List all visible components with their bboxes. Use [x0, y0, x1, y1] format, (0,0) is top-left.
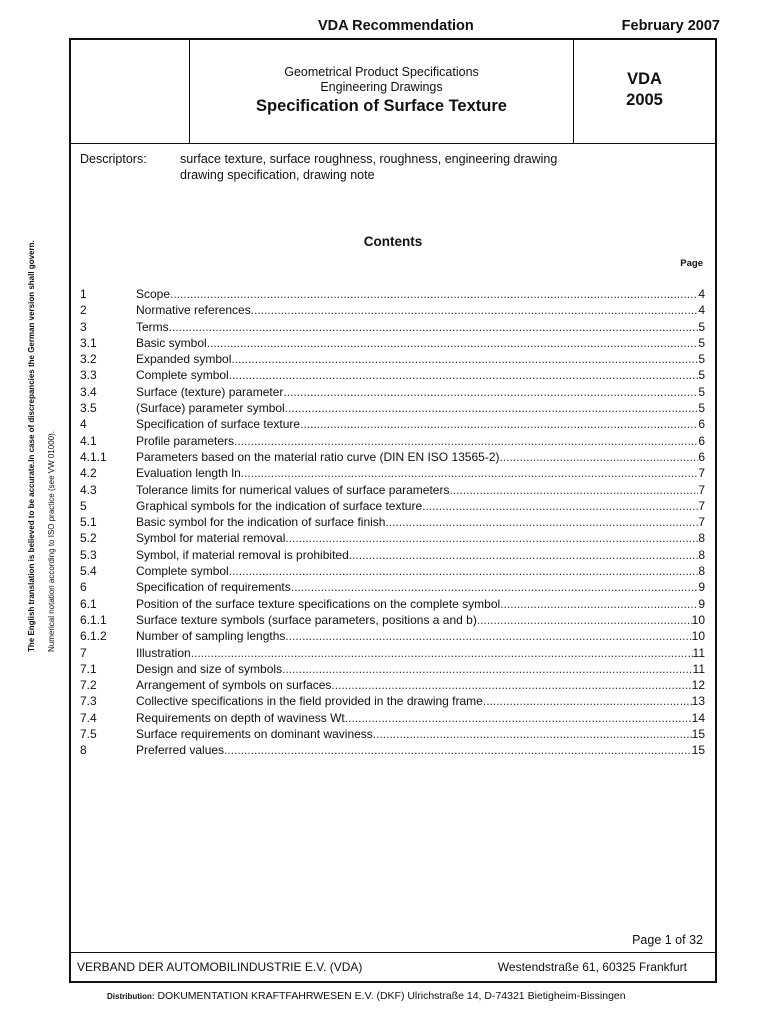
footer-divider — [71, 952, 715, 953]
toc-entry — [80, 646, 705, 662]
toc-entry-page: 8 — [698, 547, 705, 562]
toc-entry — [80, 434, 705, 450]
toc-entry-number: 7.4 — [80, 710, 97, 725]
toc-entry-leader — [241, 466, 699, 480]
toc-entry — [80, 352, 705, 368]
toc-entry — [80, 564, 705, 580]
footer-address: Westendstraße 61, 60325 Frankfurt — [497, 960, 687, 974]
toc-entry-page: 7 — [698, 482, 705, 497]
table-of-contents — [80, 287, 705, 760]
toc-entry — [80, 320, 705, 336]
standard-org: VDA — [627, 70, 662, 88]
toc-entry — [80, 287, 705, 303]
toc-entry-leader — [207, 336, 699, 350]
toc-entry-leader — [224, 743, 692, 757]
toc-entry-number: 4.2 — [80, 466, 97, 481]
toc-entry-number: 7.5 — [80, 727, 97, 742]
toc-entry-title: Profile parameters — [136, 433, 235, 448]
toc-entry-page: 7 — [698, 498, 705, 513]
toc-entry-number: 5.2 — [80, 531, 97, 546]
toc-entry-title: Surface texture symbols (surface parameters, positions a and b) — [136, 612, 477, 627]
toc-entry — [80, 499, 705, 515]
toc-entry-number: 3.5 — [80, 401, 97, 416]
toc-entry-title: Graphical symbols for the indication of surface texture — [136, 498, 423, 513]
toc-entry-page: 5 — [698, 319, 705, 334]
distribution-line — [107, 990, 626, 1002]
toc-entry-leader — [373, 727, 692, 741]
notation-note: Numerical notation according to ISO practice (see VW 01000). — [47, 431, 56, 652]
document-header — [0, 18, 768, 38]
toc-entry-page: 11 — [692, 661, 705, 676]
toc-entry-title: Complete symbol — [136, 564, 229, 579]
toc-entry-title: Surface requirements on dominant waviness — [136, 727, 373, 742]
toc-entry-title: Basic symbol for the indication of surface finish — [136, 515, 386, 530]
toc-entry-leader — [483, 694, 692, 708]
toc-entry — [80, 368, 705, 384]
descriptors-line-1: surface texture, surface roughness, roughness, engineering drawing — [180, 152, 558, 166]
toc-entry — [80, 515, 705, 531]
toc-entry-page: 5 — [698, 401, 705, 416]
toc-entry-page: 9 — [698, 596, 705, 611]
toc-entry-title: (Surface) parameter symbol — [136, 401, 285, 416]
toc-entry-number: 5.4 — [80, 564, 97, 579]
toc-entry — [80, 597, 705, 613]
toc-entry — [80, 743, 705, 759]
toc-entry-title: Illustration — [136, 645, 191, 660]
toc-entry-number: 7 — [80, 645, 87, 660]
toc-entry-leader — [229, 368, 699, 382]
toc-entry-title: Symbol, if material removal is prohibited — [136, 547, 349, 562]
descriptors-line-2: drawing specification, drawing note — [180, 168, 375, 182]
toc-entry-leader — [331, 678, 691, 692]
toc-entry-number: 6.1.1 — [80, 612, 107, 627]
toc-entry-number: 4.1.1 — [80, 449, 107, 464]
toc-entry-leader — [231, 352, 698, 366]
toc-entry-page: 12 — [691, 678, 705, 693]
document-frame — [69, 38, 717, 983]
toc-entry-leader — [234, 434, 698, 448]
toc-entry-page: 15 — [691, 727, 705, 742]
toc-entry-leader — [345, 711, 692, 725]
toc-entry-title: Parameters based on the material ratio curve (DIN EN ISO 13565-2) — [136, 449, 500, 464]
toc-entry-leader — [500, 450, 699, 464]
toc-entry-number: 4.3 — [80, 482, 97, 497]
toc-entry-number: 1 — [80, 287, 87, 301]
toc-entry-leader — [282, 662, 692, 676]
toc-entry-page: 9 — [698, 580, 705, 595]
title-cell — [190, 40, 574, 143]
toc-entry-page: 6 — [698, 433, 705, 448]
toc-entry-title: Surface (texture) parameter — [136, 384, 284, 399]
toc-entry-leader — [169, 320, 699, 334]
toc-entry-page: 13 — [691, 694, 705, 709]
contents-heading: Contents — [363, 234, 423, 249]
toc-entry-number: 3.4 — [80, 384, 97, 399]
toc-entry-page: 15 — [691, 743, 705, 758]
toc-entry-leader — [477, 613, 692, 627]
toc-entry-leader — [449, 483, 698, 497]
toc-entry-number: 4 — [80, 417, 87, 432]
toc-entry-leader — [170, 287, 698, 301]
toc-entry-number: 3 — [80, 319, 87, 334]
footer-organization: VERBAND DER AUTOMOBILINDUSTRIE E.V. (VDA) — [77, 960, 363, 974]
toc-entry-page: 14 — [691, 710, 705, 725]
descriptors-text — [180, 151, 690, 183]
toc-entry — [80, 466, 705, 482]
toc-entry — [80, 548, 705, 564]
toc-entry-page: 5 — [698, 335, 705, 350]
toc-entry — [80, 613, 705, 629]
toc-entry-leader — [229, 564, 699, 578]
toc-entry-title: Scope — [136, 287, 171, 301]
toc-entry — [80, 531, 705, 547]
toc-entry-page: 5 — [698, 352, 705, 367]
distribution-label: Distribution: — [107, 992, 155, 1001]
toc-entry-title: Position of the surface texture specifications on the complete symbol — [136, 596, 501, 611]
toc-entry-leader — [500, 597, 698, 611]
toc-entry — [80, 694, 705, 710]
toc-entry-page: 4 — [698, 303, 705, 318]
toc-entry-leader — [300, 417, 698, 431]
toc-entry-title: Terms — [136, 319, 169, 334]
toc-entry-title: Arrangement of symbols on surfaces — [136, 678, 332, 693]
toc-entry-page: 4 — [698, 287, 705, 301]
toc-entry-number: 3.3 — [80, 368, 97, 383]
document-type: VDA Recommendation — [318, 18, 474, 34]
toc-entry-page: 6 — [698, 417, 705, 432]
toc-entry-title: Number of sampling lengths — [136, 629, 286, 644]
toc-entry — [80, 303, 705, 319]
toc-entry-number: 3.2 — [80, 352, 97, 367]
distribution-text: DOKUMENTATION KRAFTFAHRWESEN E.V. (DKF) Ulrichstraße 14, D-74321 Bietigheim-Bissingen — [157, 990, 626, 1002]
toc-entry-title: Collective specifications in the field provided in the drawing frame — [136, 694, 483, 709]
toc-entry-number: 2 — [80, 303, 87, 318]
toc-entry-number: 4.1 — [80, 433, 97, 448]
toc-entry-title: Expanded symbol — [136, 352, 232, 367]
toc-entry-number: 5.3 — [80, 547, 97, 562]
standard-number: 2005 — [626, 91, 663, 109]
toc-entry — [80, 711, 705, 727]
toc-entry-leader — [349, 548, 699, 562]
toc-entry — [80, 629, 705, 645]
toc-entry-page: 8 — [698, 564, 705, 579]
toc-entry — [80, 417, 705, 433]
toc-entry — [80, 678, 705, 694]
toc-entry-page: 10 — [691, 612, 705, 627]
toc-entry — [80, 336, 705, 352]
translation-note: The English translation is believed to be accurate.In case of discrepancies the German version shall govern. — [27, 240, 36, 652]
toc-entry-leader — [291, 580, 699, 594]
toc-entry-leader — [422, 499, 698, 513]
toc-entry-number: 7.3 — [80, 694, 97, 709]
toc-entry-leader — [283, 385, 698, 399]
side-note — [22, 240, 62, 652]
toc-entry-title: Tolerance limits for numerical values of surface parameters — [136, 482, 450, 497]
toc-entry-leader — [285, 401, 699, 415]
page-number: Page 1 of 32 — [632, 933, 703, 947]
toc-entry-title: Basic symbol — [136, 335, 207, 350]
toc-entry-number: 5.1 — [80, 515, 97, 530]
toc-entry-title: Specification of surface texture — [136, 417, 301, 432]
toc-entry-number: 6.1.2 — [80, 629, 107, 644]
toc-entry — [80, 401, 705, 417]
title-block — [71, 40, 715, 144]
toc-entry-leader — [285, 531, 698, 545]
toc-entry-leader — [191, 646, 693, 660]
toc-entry-page: 6 — [698, 449, 705, 464]
toc-entry-number: 3.1 — [80, 335, 97, 350]
toc-entry-title: Symbol for material removal — [136, 531, 286, 546]
toc-entry — [80, 580, 705, 596]
toc-entry-number: 5 — [80, 498, 87, 513]
toc-entry-number: 6 — [80, 580, 87, 595]
toc-entry-title: Preferred values — [136, 743, 225, 758]
toc-entry-number: 6.1 — [80, 596, 97, 611]
document-date: February 2007 — [621, 18, 720, 34]
toc-entry-page: 7 — [698, 466, 705, 481]
toc-entry-number: 7.2 — [80, 678, 97, 693]
toc-entry-page: 11 — [692, 645, 705, 660]
toc-entry-leader — [285, 629, 691, 643]
page-column-label: Page — [680, 258, 703, 269]
subtitle-line-2: Engineering Drawings — [320, 80, 443, 94]
toc-entry — [80, 385, 705, 401]
toc-entry — [80, 662, 705, 678]
toc-entry-title: Specification of requirements — [136, 580, 291, 595]
toc-entry-number: 8 — [80, 743, 87, 758]
standard-id-cell — [574, 40, 715, 143]
toc-entry-title: Evaluation length ln — [136, 466, 241, 481]
toc-entry-page: 5 — [698, 368, 705, 383]
descriptors-label: Descriptors: — [80, 152, 147, 166]
toc-entry-leader — [385, 515, 698, 529]
toc-entry-page: 8 — [698, 531, 705, 546]
toc-entry-title: Complete symbol — [136, 368, 229, 383]
document-title: Specification of Surface Texture — [256, 97, 507, 115]
title-block-empty-cell — [71, 40, 190, 143]
toc-entry-leader — [251, 303, 699, 317]
toc-entry-page: 10 — [691, 629, 705, 644]
subtitle-line-1: Geometrical Product Specifications — [284, 65, 479, 79]
toc-entry-page: 7 — [698, 515, 705, 530]
toc-entry-title: Normative references — [136, 303, 251, 318]
toc-entry — [80, 450, 705, 466]
toc-entry — [80, 727, 705, 743]
toc-entry — [80, 483, 705, 499]
toc-entry-title: Requirements on depth of waviness Wt — [136, 710, 345, 725]
toc-entry-title: Design and size of symbols — [136, 661, 283, 676]
toc-entry-page: 5 — [698, 384, 705, 399]
toc-entry-number: 7.1 — [80, 661, 97, 676]
